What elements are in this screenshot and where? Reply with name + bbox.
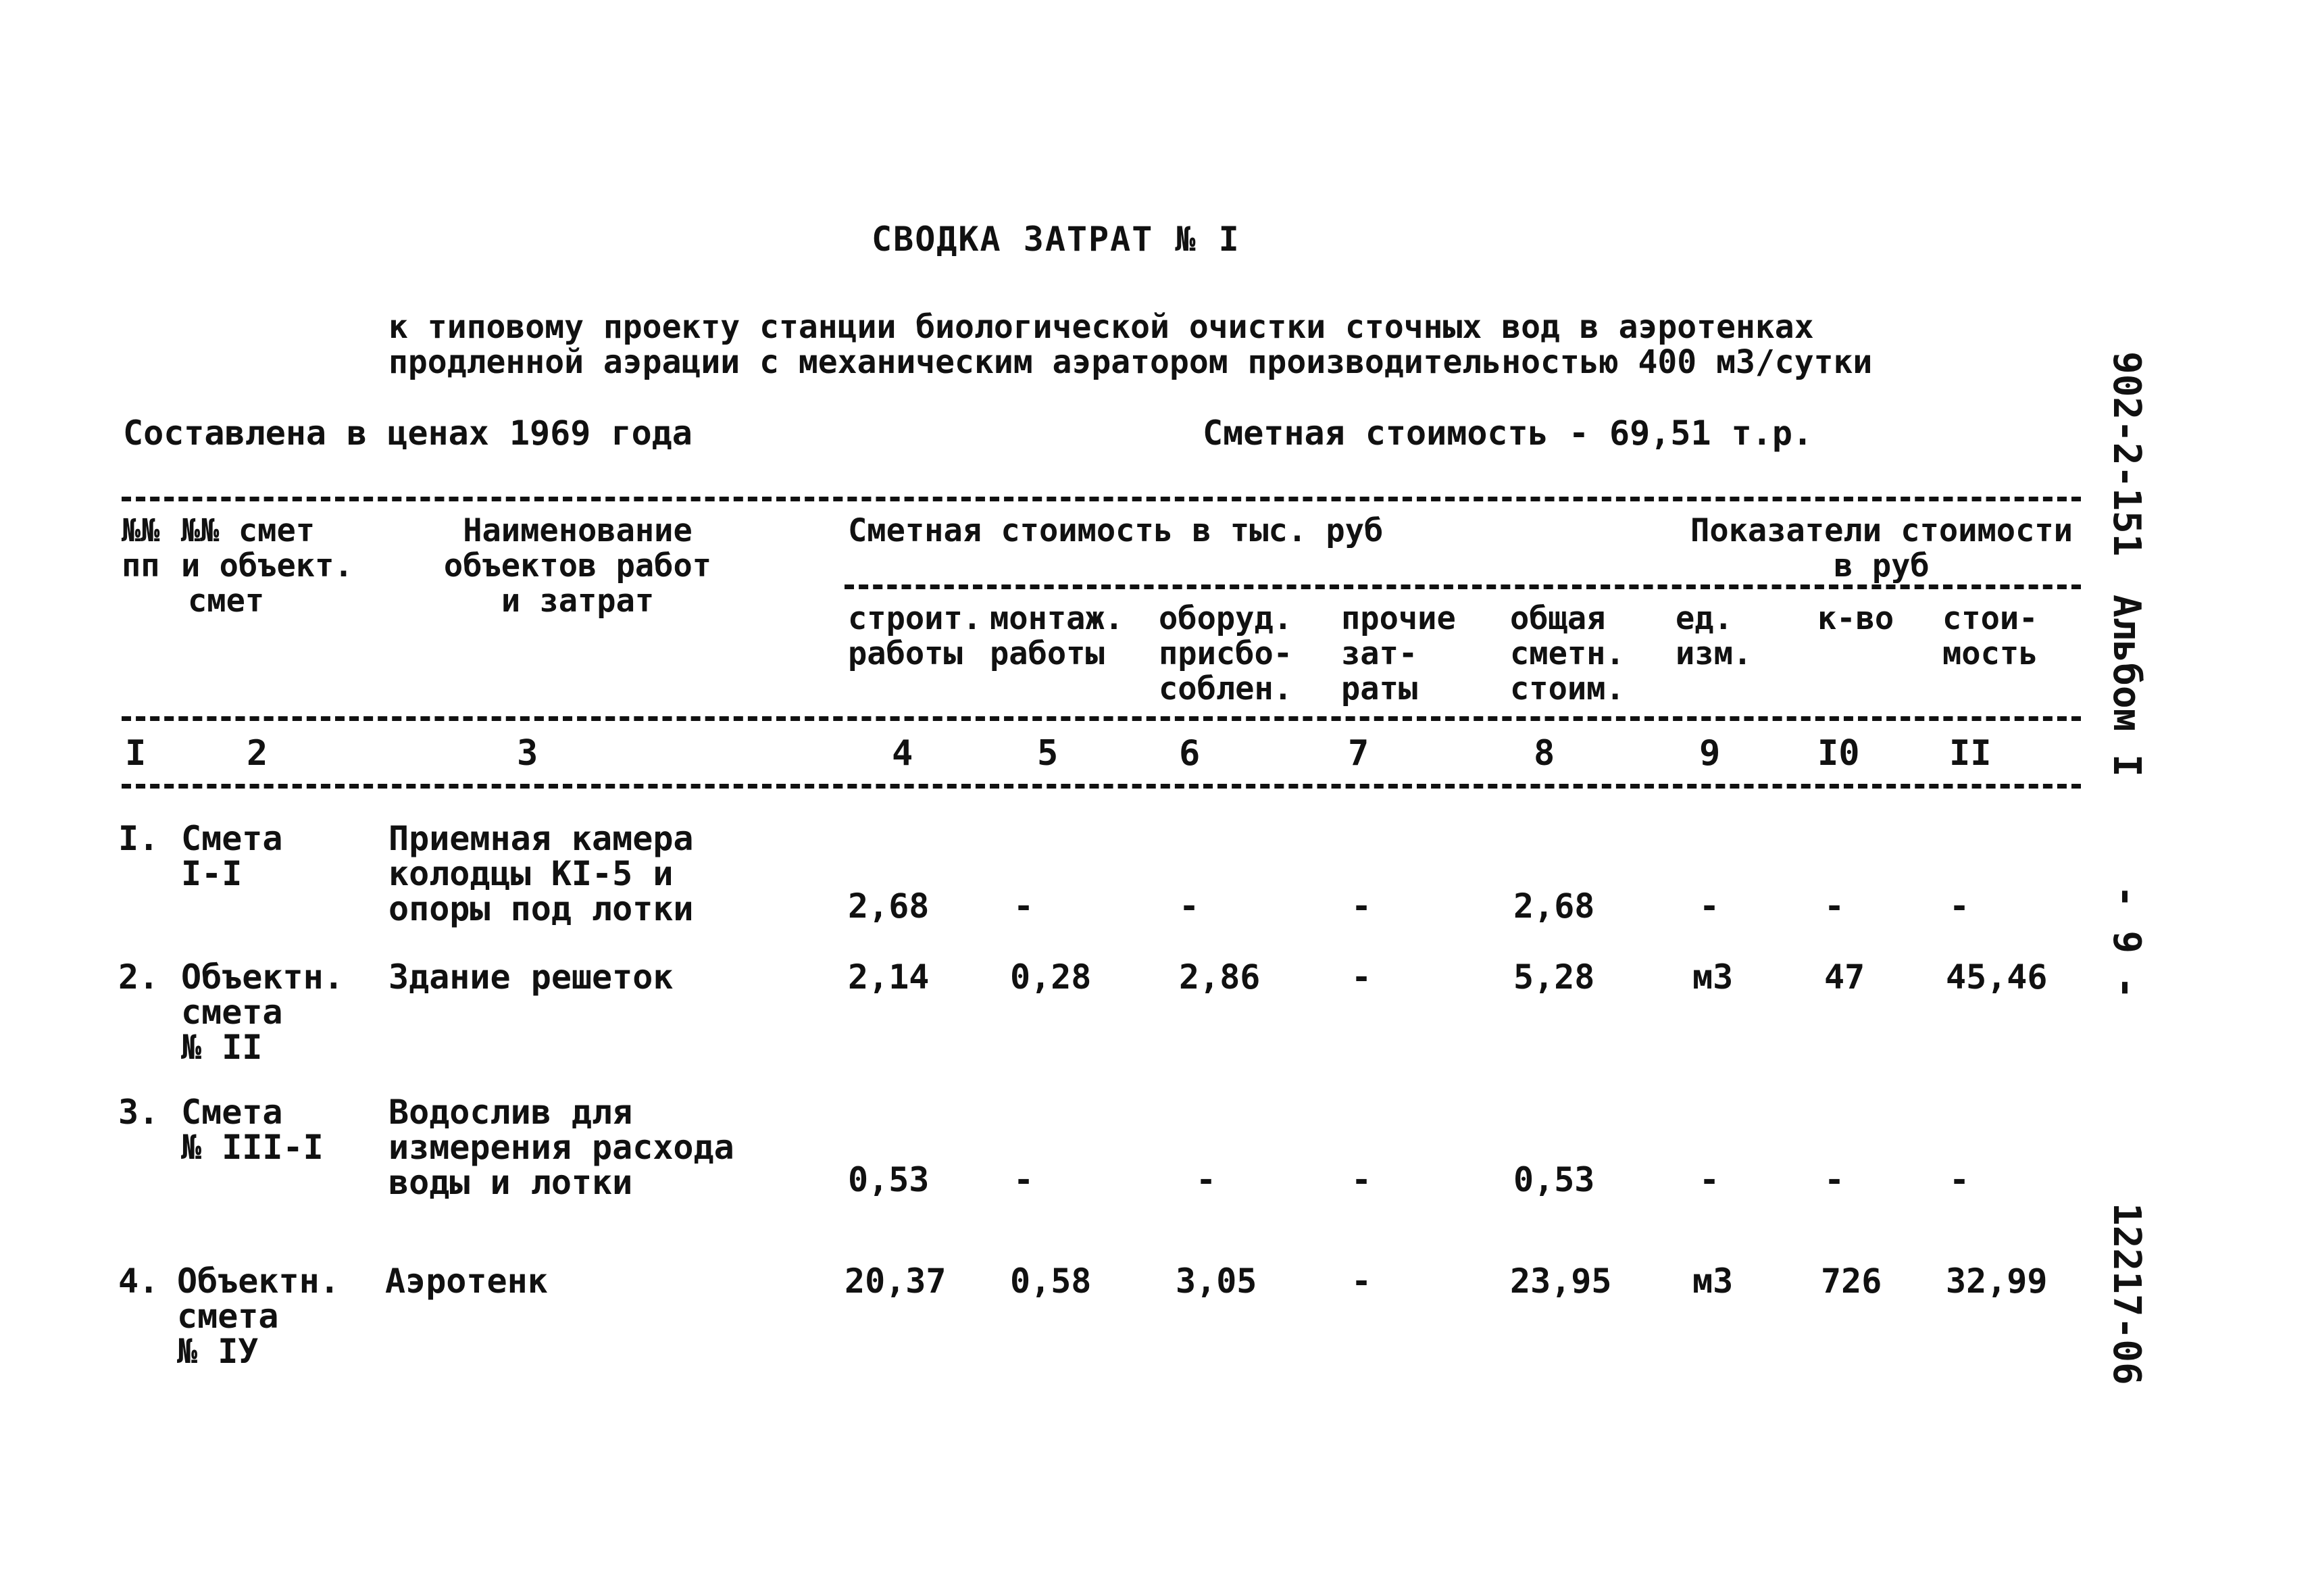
header-col2: №№ смет и объект. смет xyxy=(181,512,353,620)
row-c6: 2,86 xyxy=(1179,957,1261,997)
row-c9: м3 xyxy=(1692,1262,1734,1301)
row-c8: 2,68 xyxy=(1513,887,1595,926)
header-col3: Наименование объектов работ и затрат xyxy=(443,512,712,620)
header-c10: к-во xyxy=(1817,600,1894,637)
row-number: 3. xyxy=(118,1093,159,1132)
col-number-2: 2 xyxy=(247,733,268,774)
row-c10: 726 xyxy=(1821,1262,1882,1301)
row-c10: - xyxy=(1824,887,1845,926)
table-top-rule xyxy=(122,497,2081,501)
row-c5: 0,28 xyxy=(1010,957,1092,997)
row-c6: - xyxy=(1179,887,1200,926)
side-album: Альбом I xyxy=(2105,595,2148,777)
row-number: 2. xyxy=(118,957,159,997)
col-number-7: 7 xyxy=(1348,733,1369,774)
row-smeta: Смета № III-I xyxy=(181,1093,324,1167)
col-number-1: I xyxy=(125,733,147,774)
row-c7: - xyxy=(1351,887,1372,926)
col-number-5: 5 xyxy=(1037,733,1059,774)
col-number-10: I0 xyxy=(1817,733,1860,774)
row-number: 4. xyxy=(118,1262,159,1301)
row-c7: - xyxy=(1351,957,1372,997)
col-number-9: 9 xyxy=(1699,733,1721,774)
header-col1: №№ пп xyxy=(122,512,160,584)
row-c4: 0,53 xyxy=(848,1160,930,1199)
row-name: Аэротенк xyxy=(385,1262,548,1301)
row-c9: - xyxy=(1699,1160,1720,1199)
row-c5: - xyxy=(1013,1160,1034,1199)
row-c6: - xyxy=(1196,1160,1217,1199)
row-c4: 2,68 xyxy=(848,887,930,926)
row-c9: - xyxy=(1699,887,1720,926)
side-code: 902-2-151 xyxy=(2105,351,2148,557)
price-level-note: Составлена в ценах 1969 года xyxy=(123,414,693,453)
row-c9: м3 xyxy=(1692,957,1734,997)
row-c7: - xyxy=(1351,1262,1372,1301)
row-c7: - xyxy=(1351,1160,1372,1199)
row-smeta: Объектн. смета № II xyxy=(181,957,344,1067)
side-number: 12217-06 xyxy=(2105,1203,2148,1385)
col-number-11: II xyxy=(1949,733,1992,774)
header-group-indicators: Показатели стоимости в руб xyxy=(1690,512,2073,584)
header-c6: оборуд. присбо- соблен. xyxy=(1159,600,1293,707)
row-c4: 20,37 xyxy=(845,1262,947,1301)
col-number-6: 6 xyxy=(1179,733,1201,774)
row-smeta: Объектн. смета № IУ xyxy=(177,1262,340,1371)
row-c5: - xyxy=(1013,887,1034,926)
row-c4: 2,14 xyxy=(848,957,930,997)
header-c9: ед. изм. xyxy=(1676,600,1753,672)
row-c11: - xyxy=(1949,1160,1970,1199)
row-c10: 47 xyxy=(1824,957,1865,997)
row-c8: 23,95 xyxy=(1510,1262,1612,1301)
header-c5: монтаж. работы xyxy=(990,600,1124,672)
col-number-8: 8 xyxy=(1534,733,1555,774)
row-c11: 45,46 xyxy=(1946,957,2048,997)
header-c7: прочие зат- раты xyxy=(1341,600,1456,707)
subtitle-line-2: продленной аэрации с механическим аэратором производительностью 400 м3/сутки xyxy=(388,343,1873,381)
row-c10: - xyxy=(1824,1160,1845,1199)
subtitle-line-1: к типовому проекту станции биологической очистки сточных вод в аэротенках xyxy=(388,308,1814,346)
estimated-cost: Сметная стоимость - 69,51 т.р. xyxy=(1203,414,1813,453)
row-c5: 0,58 xyxy=(1010,1262,1092,1301)
header-group-cost: Сметная стоимость в тыс. руб xyxy=(848,512,1384,549)
col-number-4: 4 xyxy=(892,733,913,774)
row-c6: 3,05 xyxy=(1176,1262,1257,1301)
group-header-rule xyxy=(845,584,2081,589)
header-c4: строит. работы xyxy=(848,600,982,672)
document-title: СВОДКА ЗАТРАТ № I xyxy=(872,220,1240,259)
header-bottom-rule xyxy=(122,716,2081,721)
row-name: Здание решеток xyxy=(388,957,674,997)
col-number-3: 3 xyxy=(517,733,538,774)
row-smeta: Смета I-I xyxy=(181,819,283,893)
numbers-bottom-rule xyxy=(122,784,2081,789)
row-number: I. xyxy=(118,819,159,858)
side-page: - 9 - xyxy=(2105,885,2148,999)
row-c8: 5,28 xyxy=(1513,957,1595,997)
row-name: Водослив для измерения расхода воды и лотки xyxy=(388,1093,734,1202)
row-name: Приемная камера колодцы KI-5 и опоры под лотки xyxy=(388,819,694,928)
header-c8: общая сметн. стоим. xyxy=(1510,600,1625,707)
row-c11: - xyxy=(1949,887,1970,926)
header-c11: стои- мость xyxy=(1942,600,2038,672)
row-c8: 0,53 xyxy=(1513,1160,1595,1199)
row-c11: 32,99 xyxy=(1946,1262,2048,1301)
